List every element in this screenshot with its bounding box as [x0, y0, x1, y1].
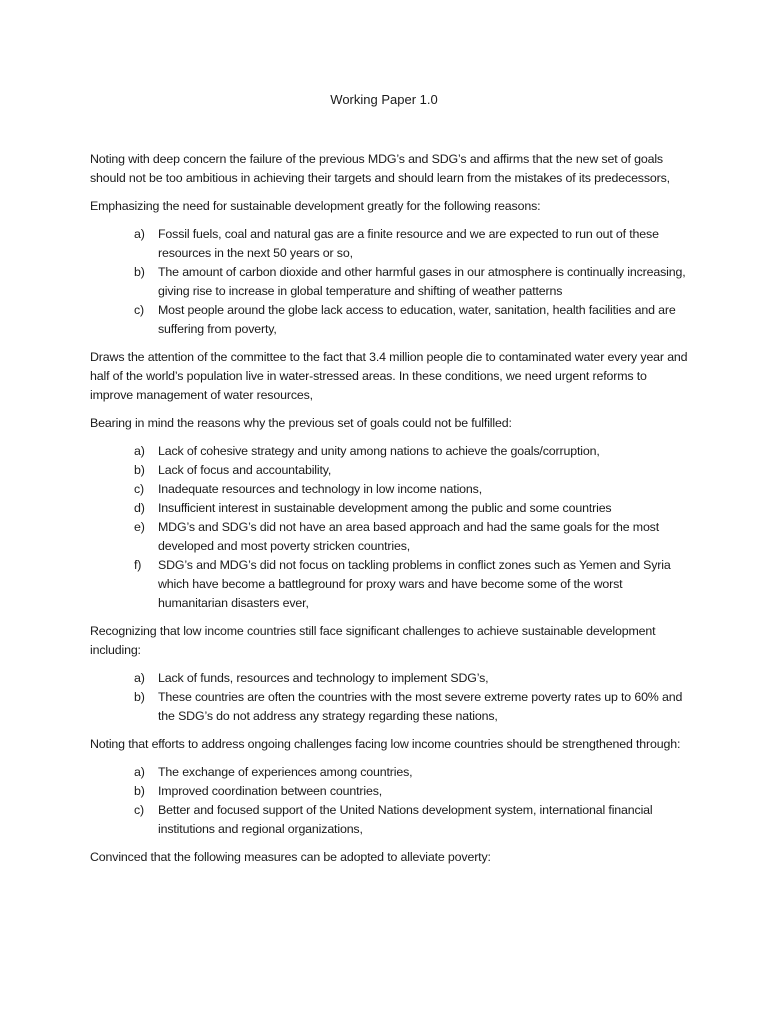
list-item-text: Insufficient interest in sustainable development among the public and some countries	[158, 501, 612, 515]
list-marker: a)	[134, 227, 145, 241]
list-item	[90, 688, 690, 726]
list-marker: c)	[134, 482, 145, 496]
list-item-text: Lack of focus and accountability,	[158, 463, 332, 477]
list-item	[90, 556, 690, 613]
list-marker: a)	[134, 444, 145, 458]
paragraph-convinced: Convinced that the following measures can be adopted to alleviate poverty:	[90, 850, 491, 864]
paragraph-noting-concern: Noting with deep concern the failure of the previous MDG’s and SDG’s and affirms that the new set of goals should not be too ambitious in achieving their targets and should learn from the mistakes of its predecessors,	[90, 152, 670, 185]
list-item-text: Improved coordination between countries,	[158, 784, 383, 798]
list-marker: b)	[134, 463, 145, 477]
paragraph-bearing-in-mind: Bearing in mind the reasons why the previous set of goals could not be fulfilled:	[90, 416, 512, 430]
paragraph-draws-attention: Draws the attention of the committee to the fact that 3.4 million people die to contaminated water every year and half of the world’s population live in water-stressed areas. In these conditions, we need urgent reforms to improve management of water resources,	[90, 350, 688, 402]
list-item-text: Lack of cohesive strategy and unity among nations to achieve the goals/corruption,	[158, 444, 600, 458]
list-item	[90, 763, 690, 782]
list-item	[90, 442, 690, 461]
paragraph-recognizing: Recognizing that low income countries still face significant challenges to achieve sustainable development including:	[90, 624, 656, 657]
list-marker: c)	[134, 803, 145, 817]
paragraph-emphasizing: Emphasizing the need for sustainable development greatly for the following reasons:	[90, 199, 541, 213]
list-item	[90, 801, 690, 839]
list-strengthen	[90, 763, 690, 839]
document-body	[90, 150, 690, 876]
list-item	[90, 225, 690, 263]
list-marker: b)	[134, 784, 145, 798]
list-reasons	[90, 225, 690, 339]
list-failures	[90, 442, 690, 613]
list-item-text: Most people around the globe lack access to education, water, sanitation, health facilities and are suffering from poverty,	[158, 303, 676, 336]
list-item	[90, 461, 690, 480]
list-marker: c)	[134, 303, 145, 317]
list-item-text: Inadequate resources and technology in low income nations,	[158, 482, 482, 496]
list-marker: d)	[134, 501, 145, 515]
list-item	[90, 499, 690, 518]
list-item	[90, 480, 690, 499]
list-item-text: Lack of funds, resources and technology to implement SDG’s,	[158, 671, 489, 685]
list-item-text: These countries are often the countries with the most severe extreme poverty rates up to 60% and the SDG’s do not address any strategy regarding these nations,	[158, 690, 683, 723]
list-marker: b)	[134, 690, 145, 704]
list-item-text: SDG’s and MDG’s did not focus on tackling problems in conflict zones such as Yemen and Syria which have become a battleground for proxy wars and have become some of the worst humanitarian disasters ever,	[158, 558, 671, 610]
page-title: Working Paper 1.0	[330, 92, 438, 107]
list-item	[90, 518, 690, 556]
paragraph-noting-efforts: Noting that efforts to address ongoing challenges facing low income countries should be strengthened through:	[90, 737, 681, 751]
list-item	[90, 782, 690, 801]
list-item-text: The exchange of experiences among countries,	[158, 765, 413, 779]
list-marker: b)	[134, 265, 145, 279]
list-item-text: The amount of carbon dioxide and other harmful gases in our atmosphere is continually increasing, giving rise to increase in global temperature and shifting of weather patterns	[158, 265, 686, 298]
list-marker: e)	[134, 520, 145, 534]
list-item	[90, 669, 690, 688]
list-challenges	[90, 669, 690, 726]
list-item	[90, 301, 690, 339]
list-marker: f)	[134, 558, 142, 572]
list-item-text: Better and focused support of the United Nations development system, international financial institutions and regional organizations,	[158, 803, 653, 836]
list-marker: a)	[134, 765, 145, 779]
list-item-text: Fossil fuels, coal and natural gas are a finite resource and we are expected to run out of these resources in the next 50 years or so,	[158, 227, 659, 260]
list-item-text: MDG’s and SDG’s did not have an area based approach and had the same goals for the most developed and most poverty stricken countries,	[158, 520, 660, 553]
list-item	[90, 263, 690, 301]
list-marker: a)	[134, 671, 145, 685]
